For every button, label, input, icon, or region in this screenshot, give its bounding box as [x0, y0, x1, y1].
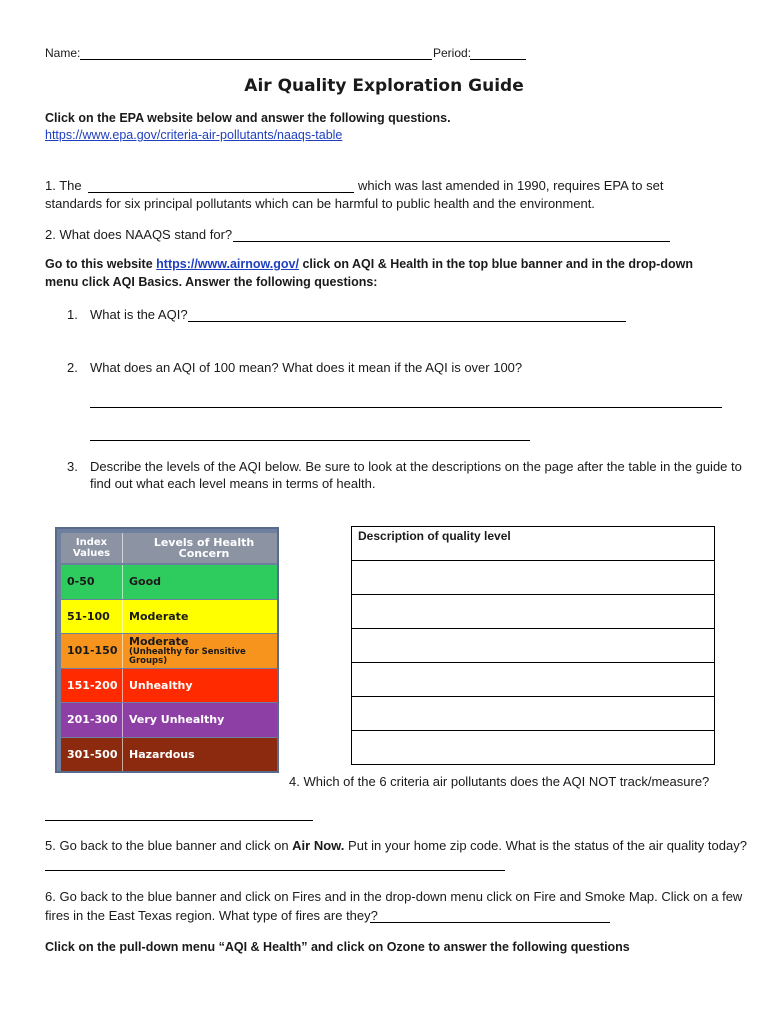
aqi-level	[123, 634, 277, 668]
description-cell[interactable]	[352, 697, 715, 731]
aqi-level: Very Unhealthy	[123, 703, 277, 737]
aqi-levels-table	[55, 527, 279, 773]
description-table	[351, 526, 715, 765]
list-text-1: What is the AQI?	[90, 307, 188, 322]
list-num-2: 2.	[67, 360, 78, 375]
q2-text: 2. What does NAAQS stand for?	[45, 227, 233, 242]
name-field[interactable]	[80, 59, 432, 60]
aqi-range: 0-50	[61, 565, 123, 599]
section2-line1	[45, 257, 693, 271]
q1-prefix: 1. The	[45, 178, 82, 193]
q6-line2: fires in the East Texas region. What type of fires are they?	[45, 908, 378, 923]
q5-answer-field[interactable]	[45, 870, 505, 871]
aqi-level-label: Moderate	[129, 635, 189, 649]
aqi-range: 301-500	[61, 738, 123, 772]
aqi-header-row	[61, 533, 277, 563]
section2-line2: menu click AQI Basics. Answer the following questions:	[45, 275, 378, 289]
list2-answer-line-2[interactable]	[90, 440, 530, 441]
description-cell[interactable]	[352, 561, 715, 595]
page-title: Air Quality Exploration Guide	[244, 76, 524, 96]
aqi-range: 51-100	[61, 600, 123, 634]
aqi-level: Hazardous	[123, 738, 277, 772]
footer-instruction: Click on the pull-down menu “AQI & Health” and click on Ozone to answer the following questions	[45, 940, 630, 954]
aqi-level: Good	[123, 565, 277, 599]
list-text-3: Describe the levels of the AQI below. Be sure to look at the descriptions on the page after the table in the guide to	[90, 459, 742, 474]
aqi-level: Unhealthy	[123, 669, 277, 703]
aqi-row	[61, 634, 277, 668]
q6-answer-field[interactable]	[370, 922, 610, 923]
aqi-range: 201-300	[61, 703, 123, 737]
aqi-level-note: (Unhealthy for Sensitive Groups)	[129, 647, 246, 667]
epa-link[interactable]: https://www.epa.gov/criteria-air-pollutants/naaqs-table	[45, 128, 343, 142]
section2-prefix: Go to this website	[45, 257, 153, 271]
list-num-1: 1.	[67, 307, 78, 322]
aqi-header-levels: Levels of Health Concern	[123, 533, 277, 563]
q6-line1: 6. Go back to the blue banner and click on Fires and in the drop-down menu click on Fire and Smoke Map. Click on a few	[45, 889, 743, 904]
intro-instruction: Click on the EPA website below and answer the following questions.	[45, 111, 451, 125]
aqi-row	[61, 703, 277, 737]
airnow-link[interactable]: https://www.airnow.gov/	[156, 257, 299, 271]
list-text-3b: find out what each level means in terms of health.	[90, 476, 376, 491]
q1-line1: which was last amended in 1990, requires EPA to set	[358, 178, 664, 193]
name-label: Name:	[45, 46, 81, 60]
q4-answer-field[interactable]	[45, 820, 313, 821]
q5-bold: Air Now.	[292, 838, 345, 853]
description-cell[interactable]	[352, 731, 715, 765]
q1-line2: standards for six principal pollutants which can be harmful to public health and the environment.	[45, 196, 595, 211]
aqi-level: Moderate	[123, 600, 277, 634]
description-cell[interactable]	[352, 595, 715, 629]
q5-suffix: Put in your home zip code. What is the status of the air quality today?	[348, 838, 747, 853]
list1-answer-field[interactable]	[188, 321, 626, 322]
aqi-row	[61, 738, 277, 772]
aqi-range: 151-200	[61, 669, 123, 703]
list2-answer-line-1[interactable]	[90, 407, 722, 408]
q4-text: 4. Which of the 6 criteria air pollutants does the AQI NOT track/measure?	[289, 774, 710, 789]
description-header: Description of quality level	[352, 527, 715, 561]
period-label: Period:	[433, 46, 472, 60]
description-cell[interactable]	[352, 663, 715, 697]
q2-answer-field[interactable]	[233, 241, 670, 242]
aqi-range: 101-150	[61, 634, 123, 668]
description-cell[interactable]	[352, 629, 715, 663]
section2-suffix: click on AQI & Health in the top blue banner and in the drop-down	[302, 257, 693, 271]
aqi-row	[61, 565, 277, 599]
aqi-row	[61, 600, 277, 634]
q1-answer-field[interactable]	[88, 192, 354, 193]
aqi-row	[61, 669, 277, 703]
q5-prefix: 5. Go back to the blue banner and click on	[45, 838, 289, 853]
aqi-header-index: Index Values	[61, 533, 123, 563]
list-num-3: 3.	[67, 459, 78, 474]
period-field[interactable]	[470, 59, 526, 60]
q5-text	[45, 838, 747, 853]
list-text-2: What does an AQI of 100 mean? What does it mean if the AQI is over 100?	[90, 360, 523, 375]
